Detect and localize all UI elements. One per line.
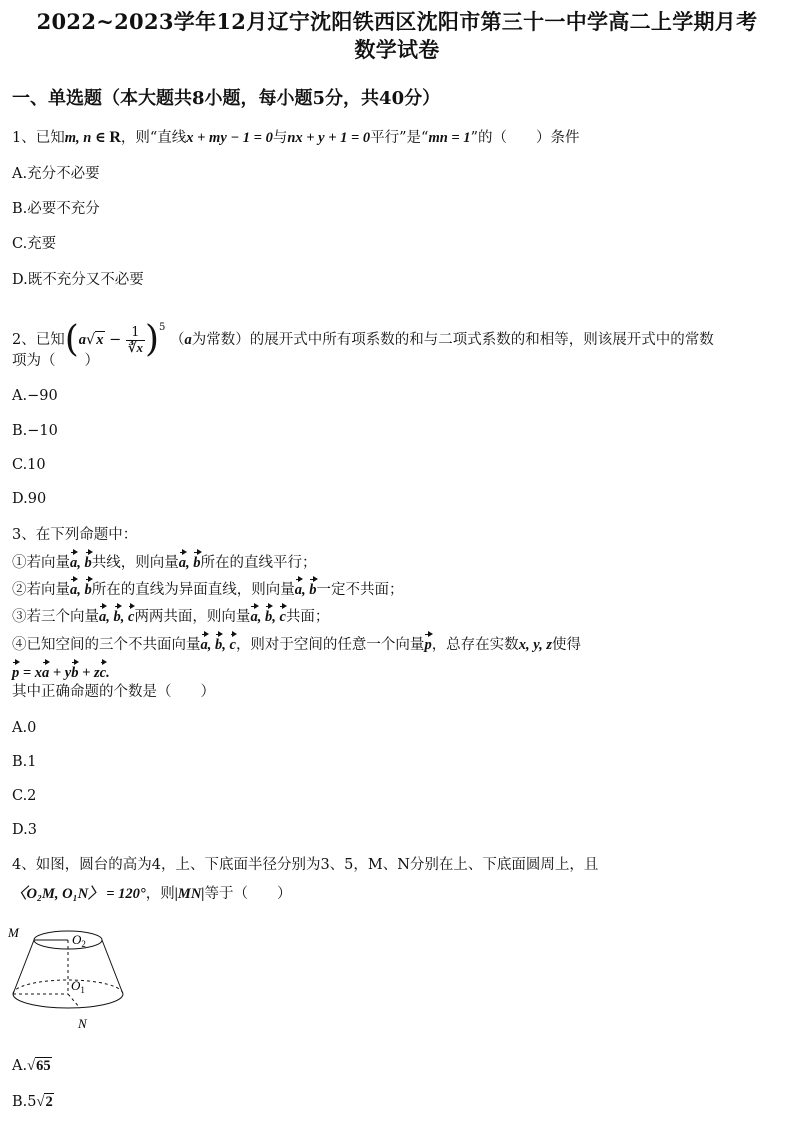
label-m: M xyxy=(8,925,19,940)
q3-eq-part: + y xyxy=(49,665,72,681)
q4-angle-expr: 〈O₂M, O₁N〉 = 120° xyxy=(12,886,146,902)
vector-a: a xyxy=(295,577,302,600)
vector-a: a xyxy=(99,604,106,627)
q4-text: ，则 xyxy=(145,886,175,902)
label-o1: $O_1$ xyxy=(71,978,85,995)
q2-power: 5 xyxy=(159,322,166,333)
q4-option-b xyxy=(12,1092,784,1112)
q4-stem-line2 xyxy=(12,884,784,904)
q2-open-paren: ( xyxy=(64,319,79,360)
vector-a: a xyxy=(70,550,77,573)
q2-text: 为常数）的展开式中所有项系数的和与二项式系数的和相等，则该展开式中的常数 xyxy=(191,332,714,348)
sqrt-sign: √ xyxy=(36,1094,45,1110)
q1-text: ”的（ ）条件 xyxy=(470,130,580,146)
q3-intro: 3、在下列命题中： xyxy=(12,527,138,543)
q4-option-a-prefix: A. xyxy=(12,1058,28,1074)
q2-sqrt-arg: x xyxy=(96,332,104,348)
label-o2: $O_2$ xyxy=(72,932,86,949)
q2-minus: − xyxy=(104,332,126,348)
q2-sqrt: √x xyxy=(86,332,104,348)
q4-option-a-radicand: 65 xyxy=(36,1058,51,1074)
vector-c: c xyxy=(279,604,285,627)
q3-text: 一定不共面； xyxy=(316,582,404,598)
vector-a: a xyxy=(250,604,257,627)
vector-b: b xyxy=(71,660,78,683)
vector-b: b xyxy=(85,550,92,573)
q3-text: 使得 xyxy=(551,637,581,653)
q3-option-a: A.0 xyxy=(12,720,37,736)
vector-p: p xyxy=(12,660,19,683)
vector-a: a xyxy=(201,632,208,655)
sqrt-sign: √ xyxy=(27,1058,36,1074)
question-2-stem: 2、已知(a√x − $\frac{1}{∛x}$ )$^5$ （a为常数）的展开式中所有项系数的和与二项式系数的和相等，则该展开式中的常数 xyxy=(12,319,714,360)
q3-text: ，则对于空间的任意一个向量 xyxy=(235,637,425,653)
q2-option-a: A.−90 xyxy=(12,388,58,404)
vector-b: b xyxy=(193,550,200,573)
q2-close-paren: ) xyxy=(144,319,159,360)
q3-option-c: C.2 xyxy=(12,788,37,804)
q1-text: ，则“直线 xyxy=(120,130,187,146)
q3-text: 所在的直线为异面直线，则向量 xyxy=(91,582,295,598)
vector-c: c xyxy=(128,604,134,627)
q1-text: 平行”是“ xyxy=(370,130,429,146)
q1-option-c: C.充要 xyxy=(12,236,57,252)
q2-frac-num: 1 xyxy=(126,326,145,341)
q1-number: 1、已知 xyxy=(12,130,65,146)
q3-option-b: B.1 xyxy=(12,754,37,770)
vector-b: b xyxy=(265,604,272,627)
q1-condition: mn = 1 xyxy=(428,130,471,146)
q3-proposition-1: ①若向量a, b共线，则向量a, b所在的直线平行； xyxy=(12,550,784,573)
q2-option-b: B.−10 xyxy=(12,423,58,439)
q3-question: 其中正确命题的个数是（ ） xyxy=(12,684,215,700)
q4-option-a xyxy=(12,1056,784,1076)
q1-line2: nx + y + 1 = 0 xyxy=(287,130,371,146)
q1-option-a: A.充分不必要 xyxy=(12,166,100,182)
vector-c: c xyxy=(100,660,106,683)
q3-text: ③若三个向量 xyxy=(12,609,99,625)
vector-b: b xyxy=(309,577,316,600)
q1-real-set: R xyxy=(109,129,121,146)
vector-a: a xyxy=(42,660,49,683)
page-title-line1: 2022~2023学年12月辽宁沈阳铁西区沈阳市第三十一中学高二上学期月考 xyxy=(36,9,758,34)
vector-a: a xyxy=(179,550,186,573)
q1-text: 与 xyxy=(272,130,288,146)
o1-n-dashed xyxy=(68,994,80,1008)
vector-b: b xyxy=(215,632,222,655)
q3-text: 两两共面，则向量 xyxy=(134,609,251,625)
q3-text: ，总存在实数 xyxy=(431,637,519,653)
q3-proposition-4: ④已知空间的三个不共面向量a, b, c，则对于空间的任意一个向量p，总存在实数x, y, z使得 xyxy=(12,632,784,655)
q1-option-d: D.既不充分又不必要 xyxy=(12,272,144,288)
question-1-stem xyxy=(12,128,784,148)
vector-c: c xyxy=(230,632,236,655)
q4-option-b-prefix: B.5 xyxy=(12,1094,37,1110)
q3-option-d: D.3 xyxy=(12,822,37,838)
q4-mn: |MN| xyxy=(174,886,205,902)
q2-a: a xyxy=(184,332,192,348)
q3-text: ④已知空间的三个不共面向量 xyxy=(12,637,201,653)
q4-text: 等于（ ） xyxy=(204,886,292,902)
q3-eq-part: . xyxy=(106,665,110,681)
frustum-figure xyxy=(8,922,138,1034)
q2-number: 2、已知 xyxy=(12,332,65,348)
q3-text: 所在的直线平行； xyxy=(200,555,317,571)
page-title-line2: 数学试卷 xyxy=(354,37,440,62)
q1-option-b: B.必要不充分 xyxy=(12,201,100,217)
q1-vars: m, n ∈ xyxy=(64,130,110,146)
q1-line1: x + my − 1 = 0 xyxy=(186,130,273,146)
q3-text: ①若向量 xyxy=(12,555,70,571)
vector-b: b xyxy=(114,604,121,627)
q3-equation xyxy=(12,660,784,683)
bottom-base-front xyxy=(13,994,123,1008)
section-heading: 一、单选题（本大题共8小题，每小题5分，共40分） xyxy=(12,88,441,109)
q4-option-b-radicand: 2 xyxy=(45,1094,53,1110)
vector-a: a xyxy=(70,577,77,600)
q3-text: 共线，则向量 xyxy=(91,555,179,571)
q3-eq-part: = x xyxy=(19,665,43,681)
label-n: N xyxy=(78,1016,87,1031)
q3-text: 共面； xyxy=(285,609,330,625)
q3-proposition-3: ③若三个向量a, b, c两两共面，则向量a, b, c共面； xyxy=(12,604,784,627)
q2-option-c: C.10 xyxy=(12,457,46,473)
q2-expr-a: a xyxy=(78,332,87,348)
q2-option-d: D.90 xyxy=(12,491,47,507)
vector-b: b xyxy=(85,577,92,600)
q2-frac-den: ∛x xyxy=(127,339,143,355)
q2-stem-line2: 项为（ ） xyxy=(12,353,99,369)
q3-proposition-2: ②若向量a, b所在的直线为异面直线，则向量a, b一定不共面； xyxy=(12,577,784,600)
q3-eq-part: + z xyxy=(78,665,100,681)
vector-p: p xyxy=(424,632,431,655)
question-4-stem: 4、如图，圆台的高为4，上、下底面半径分别为3、5，M、N分别在上、下底面圆周上，且 xyxy=(12,857,599,873)
q3-text: ②若向量 xyxy=(12,582,70,598)
q3-xyz: x, y, z xyxy=(518,637,552,653)
